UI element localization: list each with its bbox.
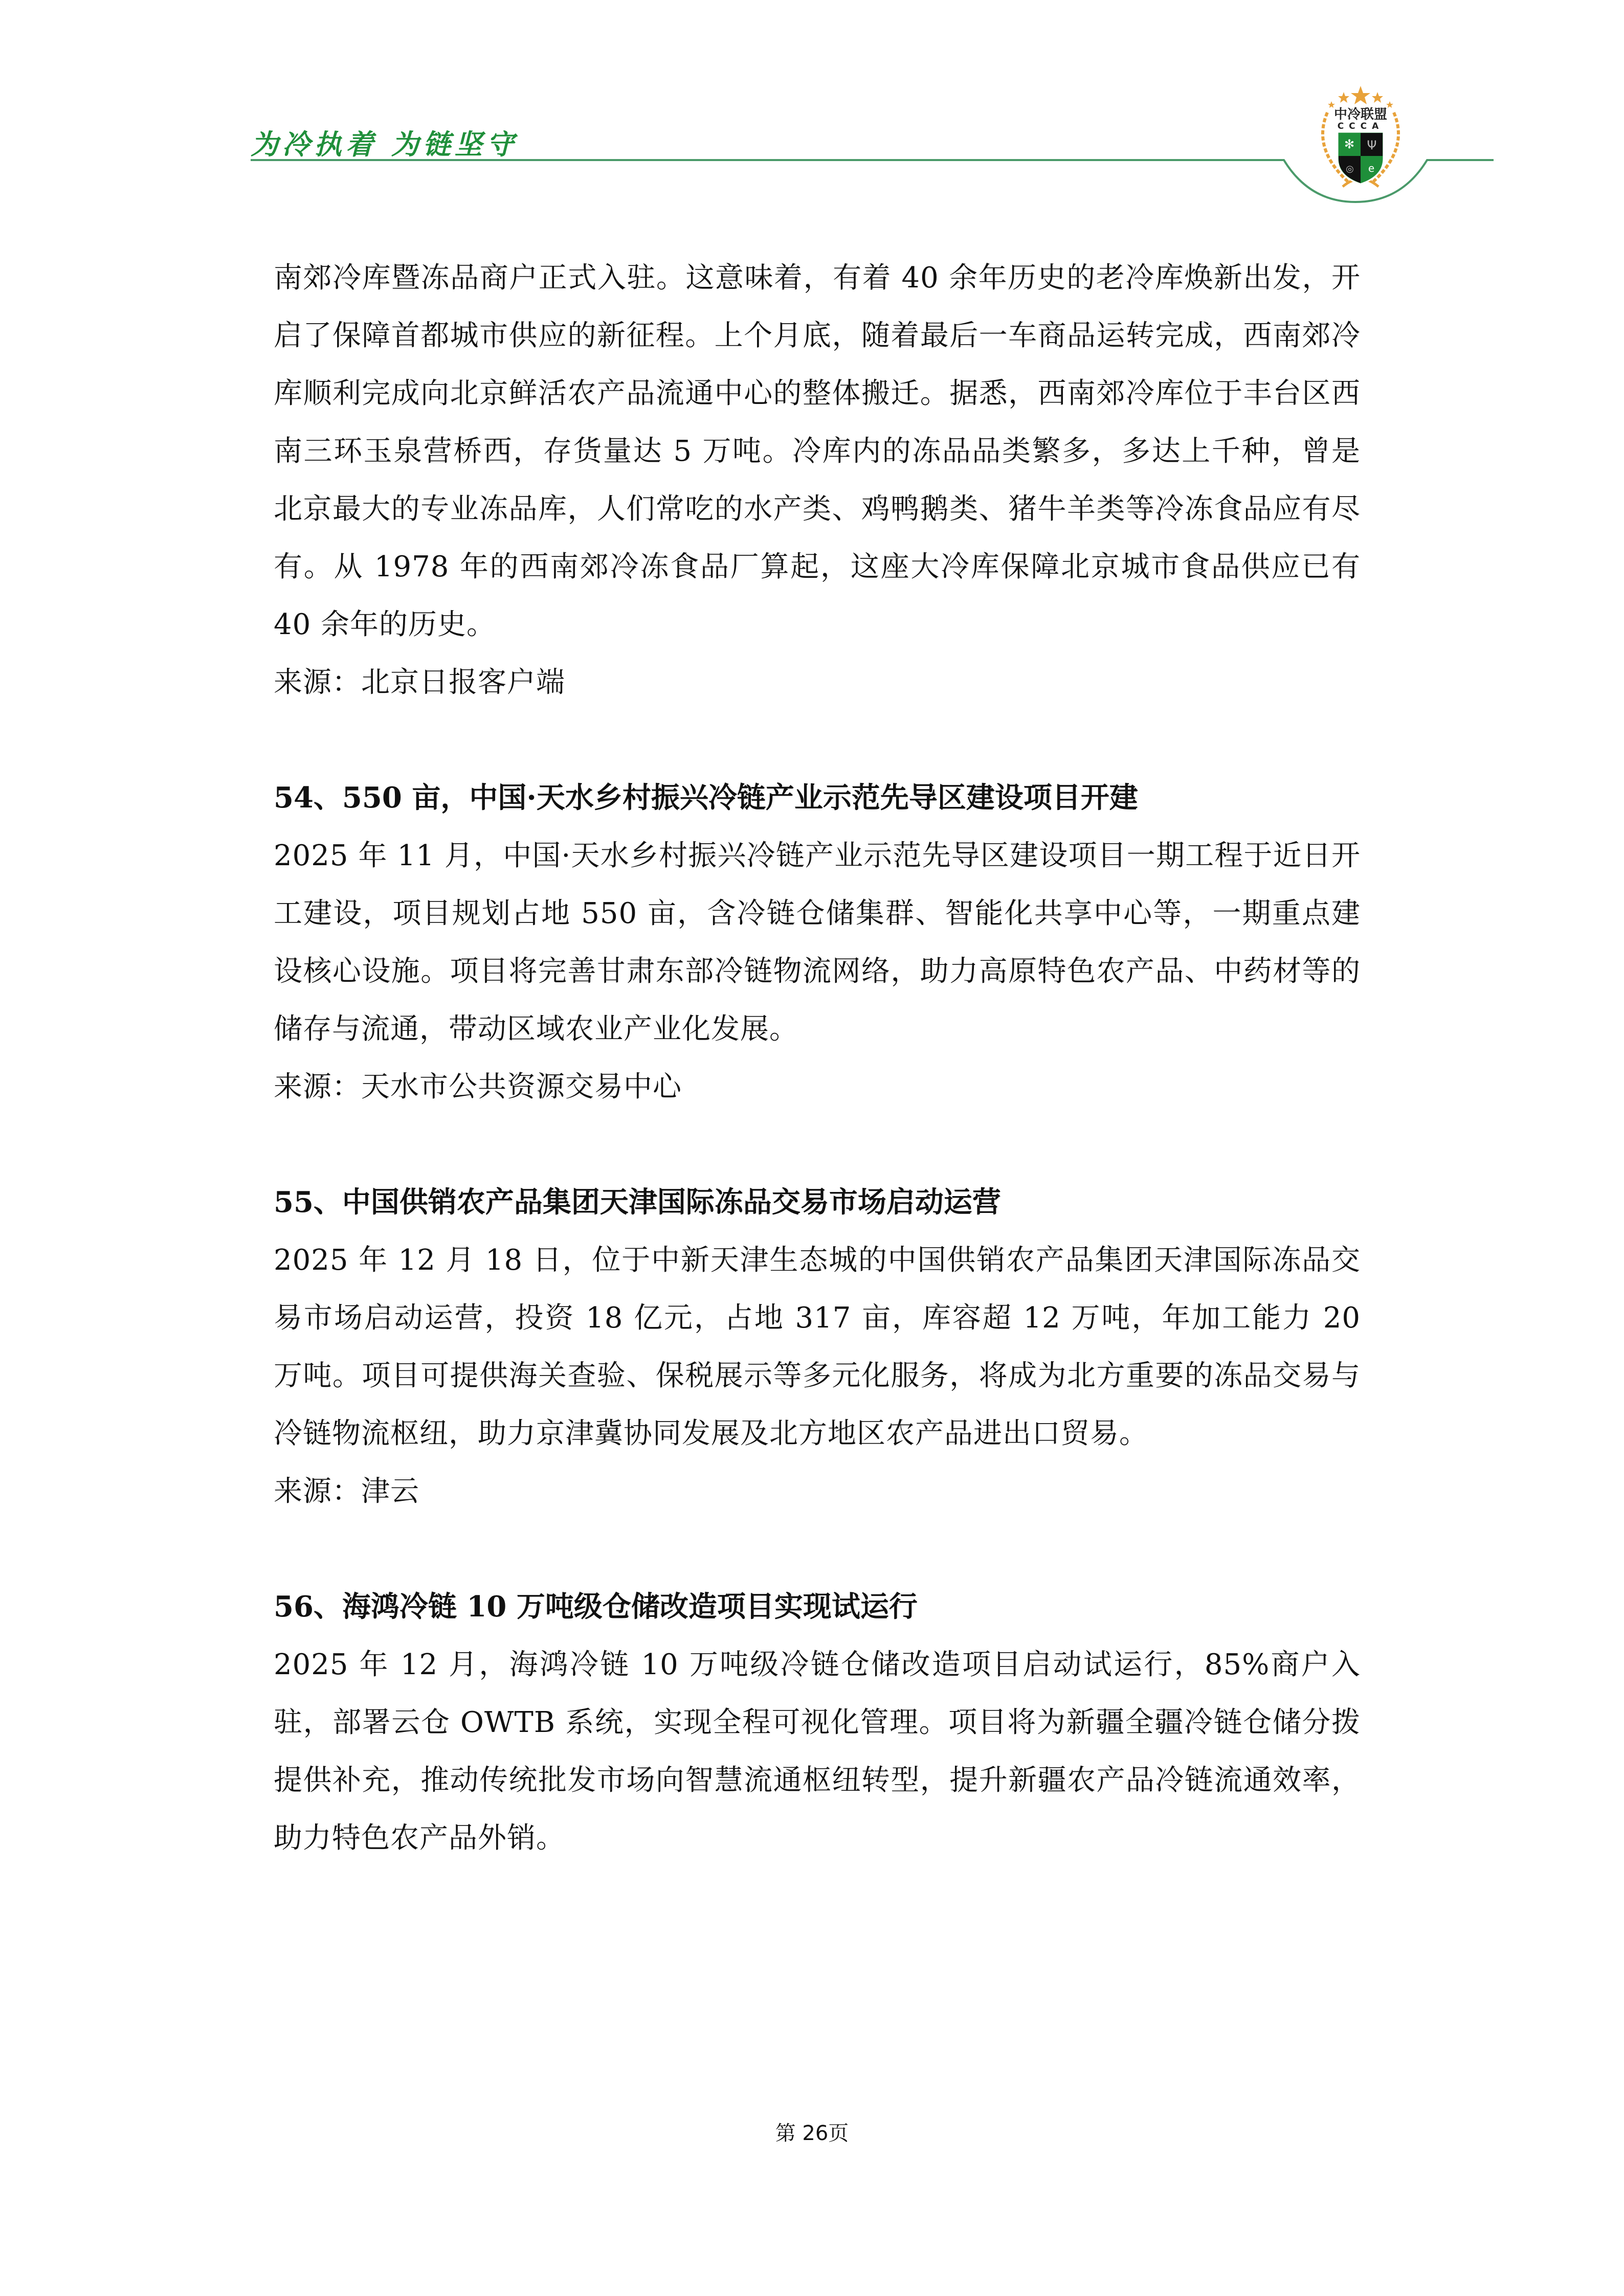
source-line: 来源：天水市公共资源交易中心 [274,1070,682,1104]
article-body: 2025 年 11 月，中国·天水乡村振兴冷链产业示范先导区建设项目一期工程于近日开工建设，项目规划占地 550 亩，含冷链仓储集群、智能化共享中心等，一期重点建设核心设施。项目将完善甘肃东部冷链物流网络，助力高原特色农产品、中药材等的储存与流通，带动区域农业产业化发展。 [274,839,1361,1046]
article-title: 56、海鸿冷链 10 万吨级仓储改造项目实现试运行 [274,1590,918,1624]
page-number: 第 26页 [775,2122,849,2145]
source-line: 来源：北京日报客户端 [274,666,565,699]
article-body: 2025 年 12 月，海鸿冷链 10 万吨级冷链仓储改造项目启动试运行，85%商户入驻，部署云仓 OWTB 系统，实现全程可视化管理。项目将为新疆全疆冷链仓储分拨提供补充，推动传统批发市场向智慧流通枢纽转型，提升新疆农产品冷链流通效率，助力特色农产品外销。 [274,1648,1361,1855]
svg-text:CCCA: CCCA [1337,121,1384,131]
article-title: 55、中国供销农产品集团天津国际冻品交易市场启动运营 [274,1185,1001,1219]
header-slogan: 为冷执着 为链坚守 [251,128,518,161]
svg-text:✻: ✻ [1344,137,1355,151]
shield-crest-icon [1307,82,1414,194]
svg-text:e: e [1368,162,1375,174]
document-body [274,249,1361,1867]
svg-text:中冷联盟: 中冷联盟 [1333,107,1388,122]
continued-paragraph: 南郊冷库暨冻品商户正式入驻。这意味着，有着 40 余年历史的老冷库焕新出发，开启了保障首都城市供应的新征程。上个月底，随着最后一车商品运转完成，西南郊冷库顺利完成向北京鲜活农产品流通中心的整体搬迁。据悉，西南郊冷库位于丰台区西南三环玉泉营桥西，存货量达 5 万吨。冷库内的冻品品类繁多，多达上千种，曾是北京最大的专业冻品库，人们常吃的水产类、鸡鸭鹅类、猪牛羊类等冷冻食品应有尽有。从 1978 年的西南郊冷冻食品厂算起，这座大冷库保障北京城市食品供应已有 40 余年的历史。 [274,261,1361,641]
source-line: 来源：津云 [274,1475,419,1508]
svg-text:◎: ◎ [1346,164,1354,174]
article-title: 54、550 亩，中国·天水乡村振兴冷链产业示范先导区建设项目开建 [274,781,1138,815]
article-body: 2025 年 12 月 18 日，位于中新天津生态城的中国供销农产品集团天津国际冻品交易市场启动运营，投资 18 亿元，占地 317 亩，库容超 12 万吨，年加工能力 20 万吨。项目可提供海关查验、保税展示等多元化服务，将成为北方重要的冻品交易与冷链物流枢纽，助力京津冀协同发展及北方地区农产品进出口贸易。 [274,1244,1361,1450]
svg-text:Ψ: Ψ [1367,138,1377,152]
